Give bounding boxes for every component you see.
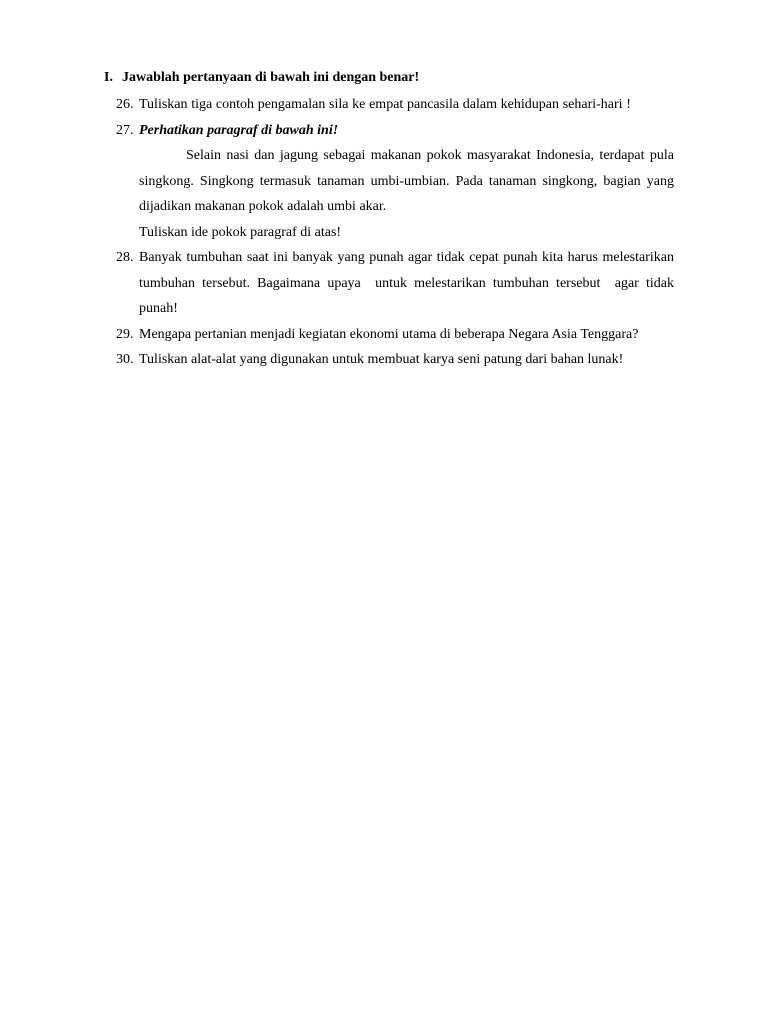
question-instruction: Perhatikan paragraf di bawah ini!: [139, 122, 339, 138]
question-body: [139, 322, 674, 348]
question-task: Tuliskan ide pokok paragraf di atas!: [139, 224, 342, 240]
question-26: [116, 92, 674, 118]
question-28: [116, 245, 678, 322]
reading-paragraph: Selain nasi dan jagung sebagai makanan pokok masyarakat Indonesia, terdapat pula singkong. Singkong termasuk tanaman umbi-umbian. Pada tanaman singkong, bagian yang dijadikan makanan pokok adalah umbi akar.: [139, 148, 674, 214]
question-text: Mengapa pertanian menjadi kegiatan ekonomi utama di beberapa Negara Asia Tenggara?: [139, 326, 639, 342]
question-number: 30.: [116, 352, 134, 367]
section-title: Jawablah pertanyaan di bawah ini dengan benar!: [122, 70, 420, 85]
question-text: Banyak tumbuhan saat ini banyak yang punah agar tidak cepat punah kita harus melestarikan tumbuhan tersebut. Bagaimana upaya untuk melestarikan tumbuhan tersebut agar tidak punah!: [139, 250, 678, 316]
question-number: 27.: [116, 122, 134, 138]
question-29: [116, 322, 674, 348]
question-body: [139, 245, 678, 322]
question-27: [116, 118, 674, 246]
question-text: Tuliskan alat-alat yang digunakan untuk membuat karya seni patung dari bahan lunak!: [139, 352, 624, 367]
section-heading: [104, 68, 419, 88]
question-number: 29.: [116, 326, 134, 342]
question-body: [139, 92, 674, 118]
question-number: 28.: [116, 250, 134, 265]
question-30: [116, 347, 674, 373]
section-number: I.: [104, 70, 113, 85]
question-text: Tuliskan tiga contoh pengamalan sila ke empat pancasila dalam kehidupan sehari-hari !: [139, 97, 631, 112]
question-body: [139, 347, 674, 373]
question-number: 26.: [116, 97, 134, 112]
question-list: [116, 92, 678, 373]
question-body: [139, 118, 674, 246]
